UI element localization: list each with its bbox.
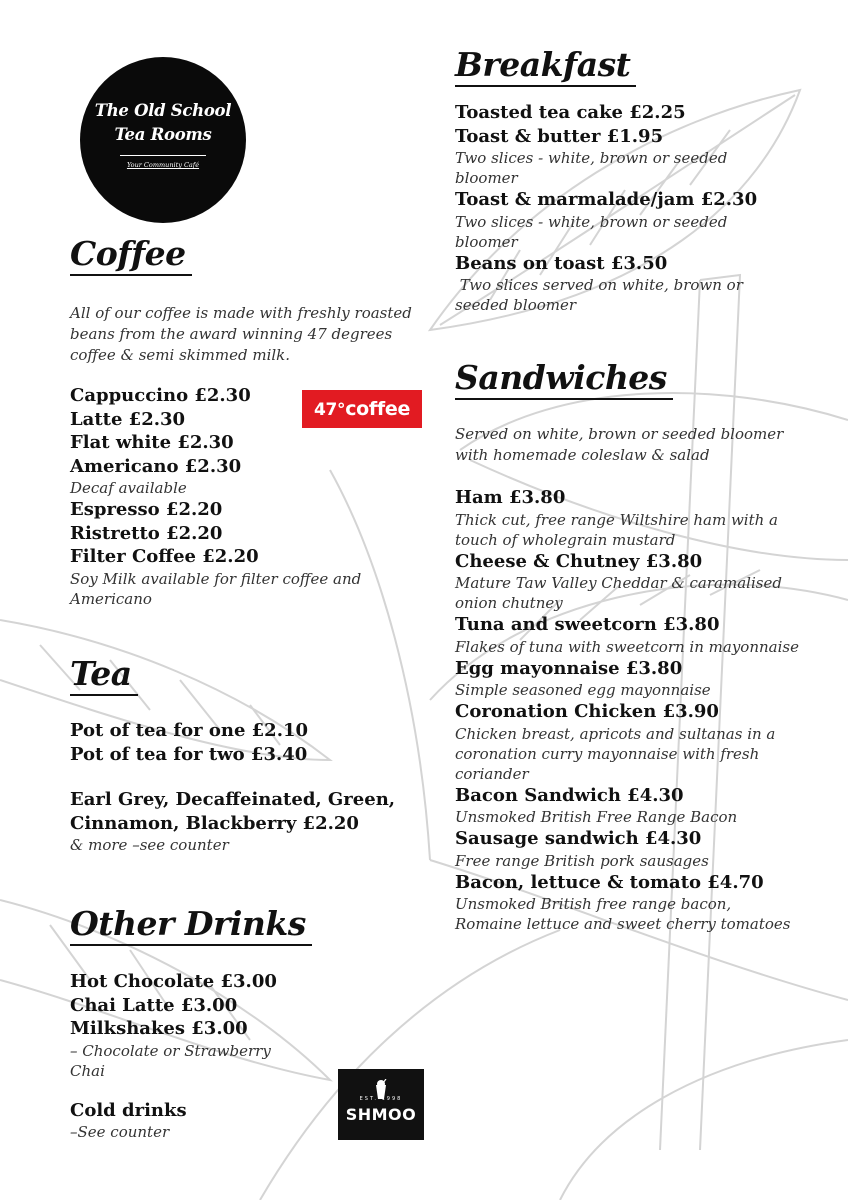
menu-item-ham: Ham £3.80 [455, 487, 566, 508]
menu-item-tuna-sweetcorn-desc: Flakes of tuna with sweetcorn in mayonnaise [455, 637, 799, 656]
menu-item-egg-mayonnaise: Egg mayonnaise £3.80 [455, 657, 683, 679]
menu-item-cappuccino: Cappuccino £2.30 [70, 385, 251, 406]
coffee-logo-text: coffee [345, 398, 411, 420]
breakfast-heading: Breakfast [455, 45, 636, 87]
logo-divider [120, 155, 206, 156]
menu-item-filter-coffee-desc: Soy Milk available for filter coffee and Americano [70, 569, 362, 608]
shmoo-logo [338, 1069, 424, 1140]
menu-item-flat-white: Flat white £2.30 [70, 432, 234, 453]
menu-item-ham-desc: Thick cut, free range Wiltshire ham with a touch of wholegrain mustard [455, 510, 778, 549]
menu-item-hot-chocolate: Hot Chocolate £3.00 [70, 971, 277, 992]
menu-item-milkshakes: Milkshakes £3.00 [70, 1018, 248, 1039]
menu-item-latte: Latte £2.30 [70, 408, 186, 430]
menu-item-tuna-sweetcorn: Tuna and sweetcorn £3.80 [455, 614, 720, 635]
cold-drinks-note: –See counter [70, 1123, 170, 1141]
menu-item-cheese-chutney-desc: Mature Taw Valley Cheddar & caramalised onion chutney [455, 574, 782, 612]
menu-item-toast-butter-desc: Two slices - white, brown or seeded bloomer [455, 149, 728, 187]
menu-item-beans-on-toast-desc: Two slices served on white, brown or seeded bloomer [455, 276, 748, 314]
menu-item-americano: Americano £2.30 [70, 455, 242, 477]
tea-menu-list [70, 719, 410, 855]
menu-item-cold-drinks: Cold drinks [70, 1099, 187, 1121]
menu-item-egg-mayonnaise-desc: Simple seasoned egg mayonnaise [455, 681, 711, 699]
logo-title-line2: Tea Rooms [114, 125, 212, 144]
menu-item-blt-desc: Unsmoked British free range bacon, Romaine lettuce and sweet cherry tomatoes [455, 895, 791, 933]
menu-item-tea-flavours-price: Cinnamon, Blackberry £2.20 [70, 812, 359, 834]
menu-item-toast-butter: Toast & butter £1.95 [455, 125, 664, 147]
breakfast-section [455, 45, 636, 87]
menu-item-chai-latte: Chai Latte £3.00 [70, 994, 238, 1016]
coffee-intro: All of our coffee is made with freshly roasted beans from the award winning 47 degrees coffee & semi skimmed milk. [70, 304, 412, 364]
tea-rooms-logo [80, 57, 246, 223]
menu-item-sausage-sandwich: Sausage sandwich £4.30 [455, 828, 702, 849]
menu-item-coronation-chicken-desc: Chicken breast, apricots and sultanas in a coronation curry mayonnaise with fresh coriander [455, 724, 776, 783]
logo-title-line1: The Old School [94, 101, 232, 120]
shmoo-est: EST. 1998 [359, 1096, 403, 1102]
other-drinks-heading: Other Drinks [70, 904, 312, 946]
menu-item-coronation-chicken: Coronation Chicken £3.90 [455, 701, 719, 722]
menu-item-toasted-tea-cake: Toasted tea cake £2.25 [455, 102, 686, 123]
shmoo-wordmark: SHMOO [345, 1105, 417, 1124]
coffee-section [70, 234, 192, 276]
menu-item-bacon-sandwich: Bacon Sandwich £4.30 [455, 784, 684, 806]
logo-tagline: Your Community Café [126, 161, 200, 169]
sandwiches-intro: Served on white, brown or seeded bloomer with homemade coleslaw & salad [455, 425, 784, 464]
logo-title [80, 99, 246, 147]
menu-item-espresso: Espresso £2.20 [70, 499, 223, 520]
tea-section [70, 654, 138, 696]
coffee-menu-list [70, 384, 390, 609]
menu-item-blt: Bacon, lettuce & tomato £4.70 [455, 871, 764, 893]
menu-item-pot-for-two: Pot of tea for two £3.40 [70, 743, 308, 765]
sandwiches-section [455, 358, 673, 400]
coffee-heading: Coffee [70, 234, 192, 276]
menu-item-bacon-sandwich-desc: Unsmoked British Free Range Bacon [455, 808, 738, 826]
menu-item-cheese-chutney: Cheese & Chutney £3.80 [455, 550, 703, 572]
tea-heading: Tea [70, 654, 138, 696]
menu-item-filter-coffee: Filter Coffee £2.20 [70, 546, 259, 567]
other-drinks-section [70, 904, 312, 946]
menu-item-sausage-sandwich-desc: Free range British pork sausages [455, 851, 709, 870]
breakfast-menu-list [455, 101, 785, 315]
47-degrees-mark-icon: 47° [313, 400, 346, 420]
sandwiches-heading: Sandwiches [455, 358, 673, 400]
menu-item-beans-on-toast: Beans on toast £3.50 [455, 252, 668, 274]
menu-item-ristretto: Ristretto £2.20 [70, 522, 223, 544]
menu-item-milkshakes-desc: – Chocolate or Strawberry Chai [70, 1041, 271, 1080]
menu-item-toast-marmalade-desc: Two slices - white, brown or seeded bloomer [455, 212, 728, 251]
menu-item-tea-flavours: Earl Grey, Decaffeinated, Green, [70, 789, 396, 810]
menu-item-toast-marmalade: Toast & marmalade/jam £2.30 [455, 189, 758, 210]
sandwiches-menu-list [455, 486, 800, 934]
menu-item-americano-desc: Decaf available [70, 479, 187, 497]
tea-more-note: & more –see counter [70, 836, 229, 854]
other-drinks-list [70, 970, 300, 1142]
menu-item-pot-for-one: Pot of tea for one £2.10 [70, 720, 309, 741]
